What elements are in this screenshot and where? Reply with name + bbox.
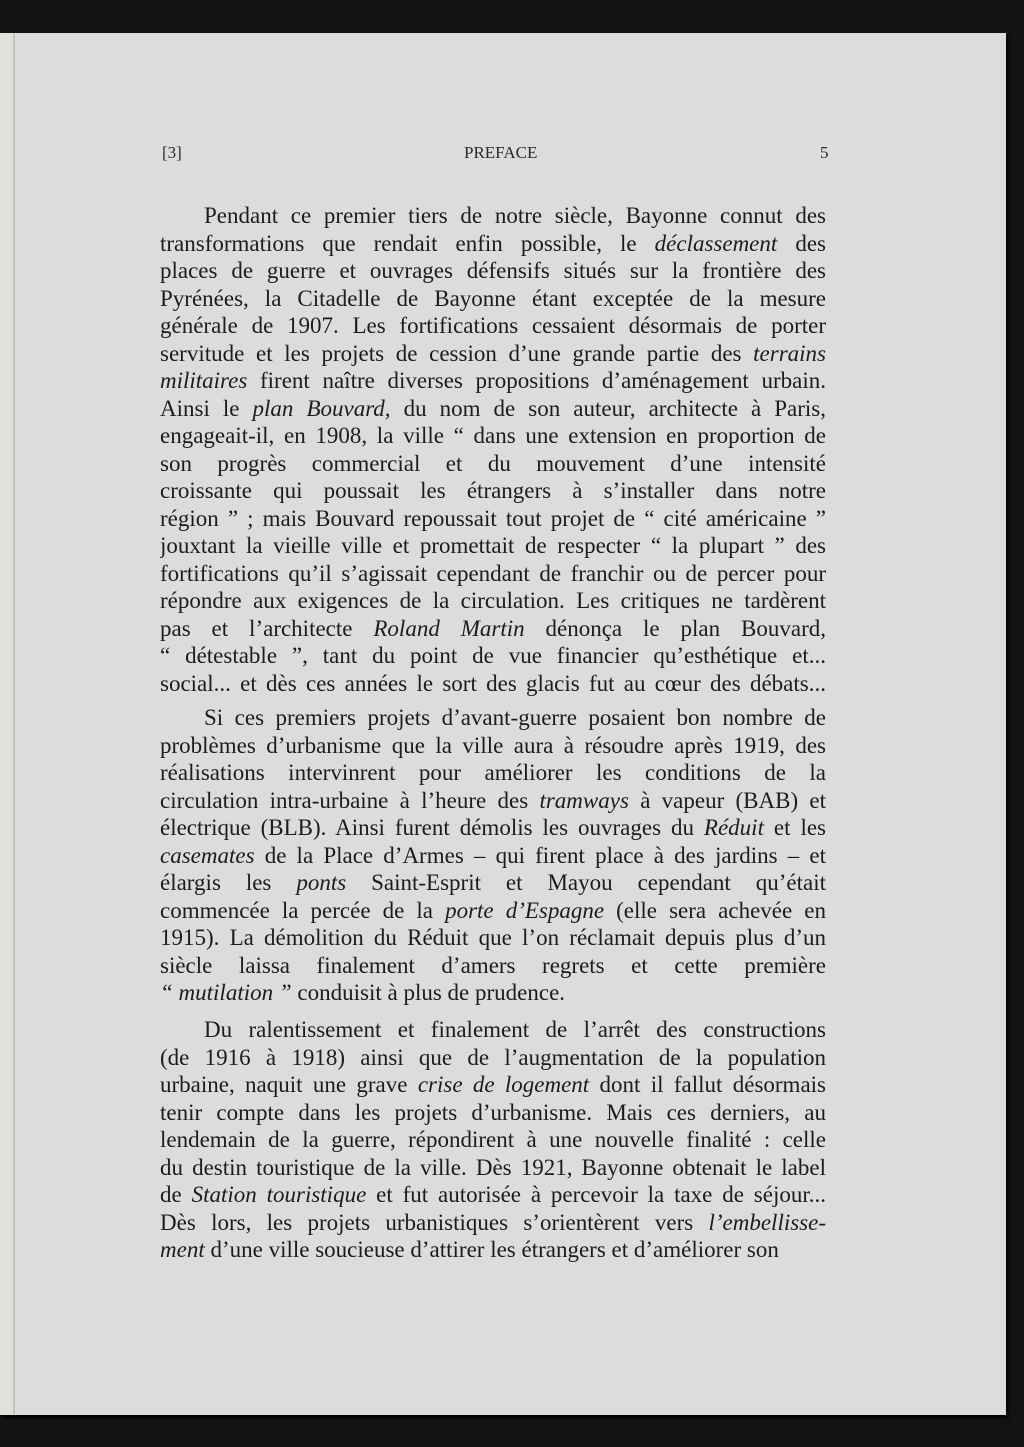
text-run: Pyrénées, la Citadelle de Bayonne étant exceptée de la mesure [160, 285, 826, 311]
text-run: à vapeur (BAB) et [628, 787, 826, 813]
text-line [160, 311, 826, 341]
text-line [160, 1180, 826, 1210]
text-run: Du ralentissement et finalement de l’arrêt des constructions [204, 1017, 826, 1042]
text-run: 1915). La démolition du Réduit que l’on réclamait depuis plus d’un [160, 925, 826, 950]
text-run: du destin touristique de la ville. Dès 1921, Bayonne obtenait le label [160, 1154, 826, 1180]
book-page [0, 33, 1006, 1415]
text-line [160, 1070, 826, 1100]
italic-text-run: déclassement [654, 230, 778, 256]
text-line [160, 978, 826, 1008]
text-line [160, 1235, 826, 1265]
text-run: croissante qui poussait les étrangers à s’installer dans notre [160, 478, 826, 503]
text-run: jouxtant la vieille ville et promettait de respecter “ la plupart ” des [160, 533, 826, 558]
chapter-number: [3] [162, 143, 182, 162]
text-line [160, 1098, 826, 1128]
text-line [160, 896, 826, 926]
text-line [160, 559, 826, 589]
text-run: siècle laissa finalement d’amers regrets et cette première [160, 952, 826, 978]
text-line [204, 1015, 826, 1045]
text-run: problèmes d’urbanisme que la ville aura à résoudre après 1919, des [160, 732, 826, 758]
text-run: dénonça le plan Bouvard, [524, 615, 826, 641]
text-run: et les [763, 815, 826, 840]
text-run: places de guerre et ouvrages défensifs situés sur la frontière des [160, 258, 826, 283]
text-line [204, 201, 826, 231]
text-line [160, 669, 826, 699]
text-line [160, 504, 826, 534]
text-line [160, 1125, 826, 1155]
text-run: dont il fallut désormais [589, 1072, 826, 1097]
text-run: engageait-il, en 1908, la ville “ dans une extension en proportion de [160, 423, 826, 448]
text-run: générale de 1907. Les fortifications cessaient désormais de porter [160, 313, 826, 338]
text-line [160, 366, 826, 396]
text-run: Dès lors, les projets urbanistiques s’orientèrent vers [160, 1209, 709, 1235]
text-line [160, 758, 826, 788]
text-run: commencée la percée de la [160, 897, 446, 923]
text-run: Saint-Esprit et Mayou cependant qu’était [346, 870, 826, 895]
text-run: de [160, 1182, 192, 1207]
italic-text-run: casemates [160, 842, 255, 868]
italic-text-run: Station touristique [191, 1182, 367, 1207]
text-run: urbaine, naquit une grave [160, 1072, 418, 1097]
text-run: fortifications qu’il s’agissait cependant de franchir ou de percer pour [160, 560, 826, 586]
text-run: “ détestable ”, tant du point de vue financier qu’esthétique et... [160, 643, 826, 668]
text-run: Pendant ce premier tiers de notre siècle, Bayonne connut des [204, 203, 826, 228]
binding-gutter [13, 33, 15, 1415]
italic-text-run: militaires [160, 368, 248, 393]
running-title: PREFACE [464, 143, 538, 162]
text-run: Si ces premiers projets d’avant-guerre posaient bon nombre de [204, 705, 826, 730]
text-run: (de 1916 à 1918) ainsi que de l’augmentation de la population [160, 1044, 826, 1070]
text-run: conduisit à plus de prudence. [291, 980, 566, 1005]
text-run: d’une ville soucieuse d’attirer les étrangers et d’améliorer son [204, 1237, 779, 1262]
text-line [160, 256, 826, 286]
text-line [160, 641, 826, 671]
text-run: firent naître diverses propositions d’aménagement urbain. [247, 368, 826, 393]
text-run: électrique (BLB). Ainsi furent démolis les ouvrages du [160, 815, 704, 840]
text-run: des [777, 230, 826, 256]
text-run: (elle sera achevée en [604, 897, 826, 923]
text-line [160, 923, 826, 953]
text-line [160, 421, 826, 451]
facing-page-edge [0, 33, 13, 1415]
italic-text-run: ponts [296, 870, 347, 895]
text-line [160, 1043, 826, 1073]
text-line [160, 531, 826, 561]
italic-text-run: ment [160, 1237, 205, 1262]
text-line [160, 868, 826, 898]
text-run: Ainsi le [160, 395, 253, 421]
italic-text-run: plan Bouvard, [252, 395, 391, 421]
text-run: circulation intra-urbaine à l’heure des [160, 787, 540, 813]
text-line [160, 614, 826, 644]
italic-text-run: Réduit [703, 815, 764, 840]
text-line [160, 1153, 826, 1183]
text-line [160, 394, 826, 424]
text-run: du nom de son auteur, architecte à Paris, [390, 395, 826, 421]
text-line [160, 841, 826, 871]
text-line [204, 703, 826, 733]
text-run: élargis les [160, 870, 297, 895]
text-run: servitude et les projets de cession d’une grande partie des [160, 340, 754, 366]
text-line [160, 229, 826, 259]
italic-text-run: l’embellisse- [708, 1209, 826, 1235]
text-run: son progrès commercial et du mouvement d’une intensité [160, 450, 826, 476]
text-run: lendemain de la guerre, répondirent à une nouvelle finalité : celle [160, 1127, 826, 1152]
text-run: région ” ; mais Bouvard repoussait tout projet de “ cité américaine ” [160, 505, 826, 531]
text-run: tenir compte dans les projets d’urbanisme. Mais ces derniers, au [160, 1099, 826, 1125]
italic-text-run: Roland Martin [373, 615, 525, 641]
text-run: et fut autorisée à percevoir la taxe de séjour... [366, 1182, 826, 1207]
text-run: pas et l’architecte [160, 615, 374, 641]
italic-text-run: crise de logement [417, 1072, 590, 1097]
text-run: répondre aux exigences de la circulation. Les critiques ne tardèrent [160, 588, 826, 613]
italic-text-run: porte d’Espagne [445, 897, 605, 923]
text-line [160, 476, 826, 506]
text-run: transformations que rendait enfin possible, le [160, 230, 655, 256]
text-line [160, 951, 826, 981]
text-line [160, 1208, 826, 1238]
text-line [160, 449, 826, 479]
text-line [160, 813, 826, 843]
italic-text-run: tramways [539, 787, 629, 813]
page-number: 5 [820, 143, 829, 162]
italic-text-run: “ mutilation ” [160, 980, 292, 1005]
text-line [160, 339, 826, 369]
text-line [160, 586, 826, 616]
text-line [160, 284, 826, 314]
text-run: de la Place d’Armes – qui firent place à des jardins – et [254, 842, 826, 868]
text-line [160, 731, 826, 761]
text-run: réalisations intervinrent pour améliorer les conditions de la [160, 760, 826, 785]
italic-text-run: terrains [753, 340, 826, 366]
text-run: social... et dès ces années le sort des glacis fut au cœur des débats... [160, 670, 826, 696]
text-line [160, 786, 826, 816]
